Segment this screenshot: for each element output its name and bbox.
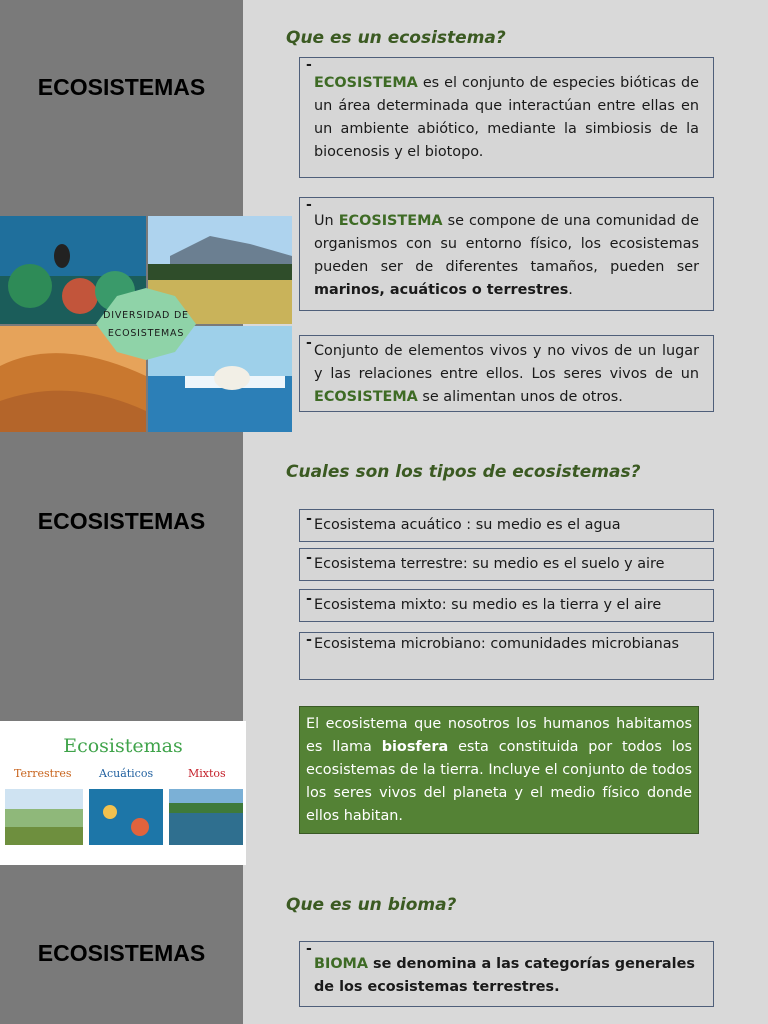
heading-que-es-bioma: Que es un bioma? [286,895,457,915]
eco-card-title: Ecosistemas [63,735,183,757]
eco-card-photos [0,787,246,847]
type-text: Ecosistema terrestre: su medio es el suelo y aire [314,556,665,572]
eco-card-label-acuaticos: Acuáticos [99,767,154,780]
section-title-2: ECOSISTEMAS [37,508,206,534]
keyword-bioma: BIOMA [314,956,369,972]
left-band-1 [0,0,243,216]
bullet-dash: - [306,197,312,213]
type-item-mixto [299,589,714,622]
type-item-microbiano [299,632,714,680]
biosfera-box [299,706,699,834]
bold-types: marinos, acuáticos o terrestres [314,282,569,298]
keyword-ecosistema: ECOSISTEMA [338,213,443,229]
ecosystem-types-image [0,721,246,865]
definition-text-1: es el conjunto de especies bióticas de un área determinada que interactúan entre ellas en un ambiente abiótico, mediante la simbiosis de la biocenosis y el biotopo. [314,75,699,160]
bioma-box [299,941,714,1007]
type-item-terrestre [299,548,714,581]
keyword-ecosistema: ECOSISTEMA [314,389,418,405]
biosfera-text: esta constituida por todos los ecosistemas de la tierra. Incluye el conjunto de todos los seres vivos del planeta y el medio físico donde ellos habitan. [306,739,692,824]
badge-text-line1: DIVERSIDAD DE [103,310,189,321]
bullet-dash: - [306,57,312,73]
section-title-3: ECOSISTEMAS [37,940,206,966]
bullet-dash: - [306,632,312,648]
section-title-1: ECOSISTEMAS [37,74,206,100]
definition-text-2: se compone de una comunidad de organismos con su entorno físico, los ecosistemas pueden ser de diferentes tamaños, pueden ser [314,213,699,275]
definition-text-3: Conjunto de elementos vivos y no vivos de un lugar y las relaciones entre ellos. Los seres vivos de un [314,343,699,382]
type-text: Ecosistema microbiano: comunidades microbianas [314,636,680,652]
definition-pre-2: Un [314,213,339,229]
biosfera-pre: El ecosistema que nosotros los humanos habitamos es llama [306,716,692,755]
heading-tipos-ecosistemas: Cuales son los tipos de ecosistemas? [286,462,641,482]
bullet-dash: - [306,511,312,527]
bullet-dash: - [306,591,312,607]
definition-end-2: . [568,282,573,298]
badge-text-line2: ECOSISTEMAS [107,328,185,339]
bioma-text: se denomina a las categorías generales de los ecosistemas terrestres. [314,956,695,995]
bullet-dash: - [306,335,312,351]
bullet-dash: - [306,941,312,957]
keyword-ecosistema: ECOSISTEMA [314,75,418,91]
diversity-collage-image [0,216,292,432]
definition-end-3: se alimentan unos de otros. [417,389,623,405]
type-item-acuatico [299,509,714,542]
heading-que-es-ecosistema: Que es un ecosistema? [286,28,506,48]
eco-card-label-mixtos: Mixtos [188,767,226,780]
definition-box-2 [299,197,714,311]
type-text: Ecosistema acuático : su medio es el agua [314,517,621,533]
definition-box-3 [299,335,714,412]
bullet-dash: - [306,550,312,566]
eco-card-label-terrestres: Terrestres [14,767,72,780]
keyword-biosfera: biosfera [381,739,449,755]
type-text: Ecosistema mixto: su medio es la tierra y el aire [314,597,662,613]
definition-box-1 [299,57,714,178]
